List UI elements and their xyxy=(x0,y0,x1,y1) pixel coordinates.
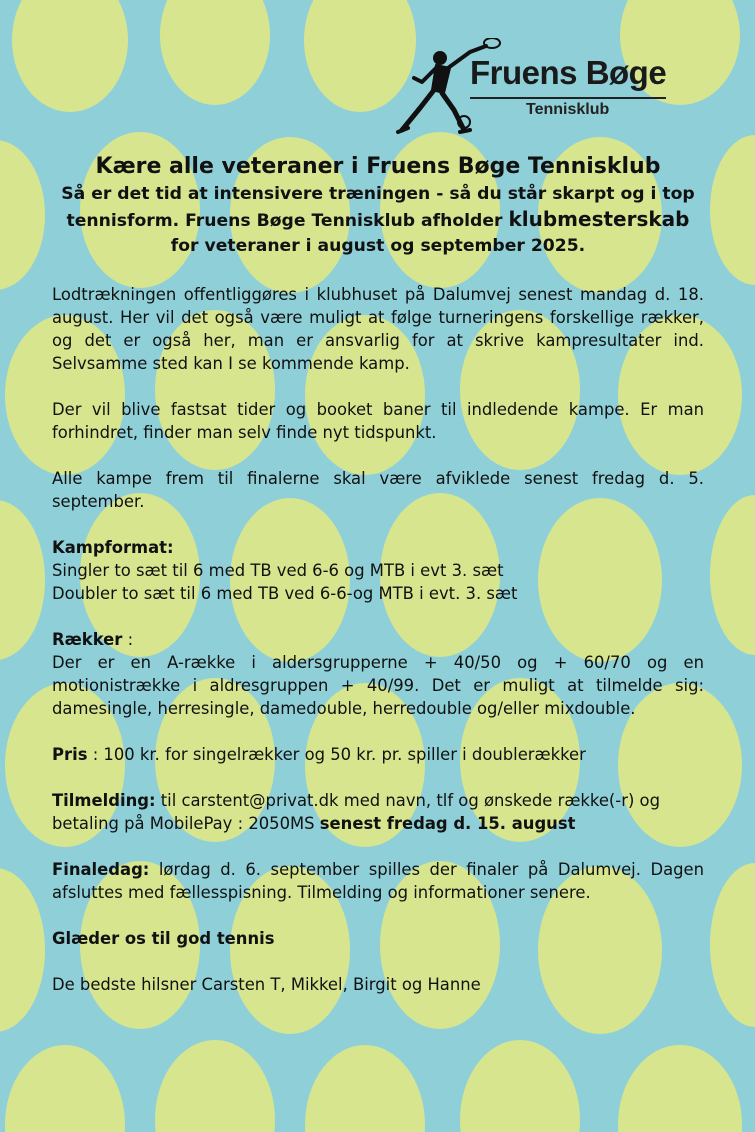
intro-part-b: for veteraner i august og september 2025. xyxy=(170,236,586,256)
intro-part-a: Så er det tid at intensivere træningen - så du står skarpt og i top tennisform. Fruens Bøge Tennisklub afholder xyxy=(61,184,695,231)
intro-text xyxy=(52,182,704,259)
paragraph-schedule: Der vil blive fastsat tider og booket baner til indledende kampe. Er man forhindret, finder man selv finde nyt tidspunkt. xyxy=(52,400,704,442)
signup-label: Tilmelding: xyxy=(52,791,156,810)
closing-signoff: De bedste hilsner Carsten T, Mikkel, Birgit og Hanne xyxy=(52,975,481,994)
flyer-content xyxy=(52,152,704,1019)
format-doubles: Doubler to sæt til 6 med TB ved 6-6-og MTB i evt. 3. sæt xyxy=(52,584,518,603)
logo-divider xyxy=(470,97,666,99)
cheer-text: Glæder os til god tennis xyxy=(52,929,275,948)
club-subtitle: Tennisklub xyxy=(526,101,610,118)
section-finals xyxy=(52,858,704,904)
section-signup xyxy=(52,789,704,835)
closing-cheer xyxy=(52,927,704,950)
finals-label: Finaledag: xyxy=(52,860,150,879)
section-rows xyxy=(52,628,704,720)
rows-label: Rækker xyxy=(52,630,123,649)
paragraph-deadline: Alle kampe frem til finalerne skal være afviklede senest fredag d. 5. september. xyxy=(52,469,704,511)
section-format xyxy=(52,536,704,605)
section-price xyxy=(52,743,704,766)
flyer-body xyxy=(52,283,704,996)
rows-separator: : xyxy=(122,630,134,649)
signup-deadline: senest fredag d. 15. august xyxy=(319,814,576,833)
format-label: Kampformat: xyxy=(52,538,174,557)
page-title: Kære alle veteraner i Fruens Bøge Tennisklub xyxy=(95,154,661,179)
intro-emphasis: klubmesterskab xyxy=(508,207,690,231)
finals-text: lørdag d. 6. september spilles der finaler på Dalumvej. Dagen afsluttes med fællesspisning. Tilmelding og informationer senere. xyxy=(52,860,704,902)
club-name: Fruens Bøge xyxy=(470,54,667,91)
paragraph-draw: Lodtrækningen offentliggøres i klubhuset på Dalumvej senest mandag d. 18. august. Her vil det også være muligt at følge turneringens forskellige rækker, og det er også her, man er ansvarlig for at skrive kampresultater ind. Selvsamme sted kan I se kommende kamp. xyxy=(52,285,704,373)
price-text: : 100 kr. for singelrækker og 50 kr. pr. spiller i doublerækker xyxy=(87,745,586,764)
signup-text: til carstent@privat.dk med navn, tlf og ønskede række(-r) og betaling på MobilePay : 2050MS xyxy=(52,791,660,833)
format-singles: Singler to sæt til 6 med TB ved 6-6 og MTB i evt 3. sæt xyxy=(52,561,504,580)
price-label: Pris xyxy=(52,745,88,764)
rows-text: Der er en A-række i aldersgrupperne + 40/50 og + 60/70 og en motionistrække i aldresgruppen + 40/99. Det er muligt at tilmelde sig: damesingle, herresingle, damedouble, herredouble og/eller mixdouble. xyxy=(52,653,704,718)
club-logo xyxy=(392,38,682,138)
